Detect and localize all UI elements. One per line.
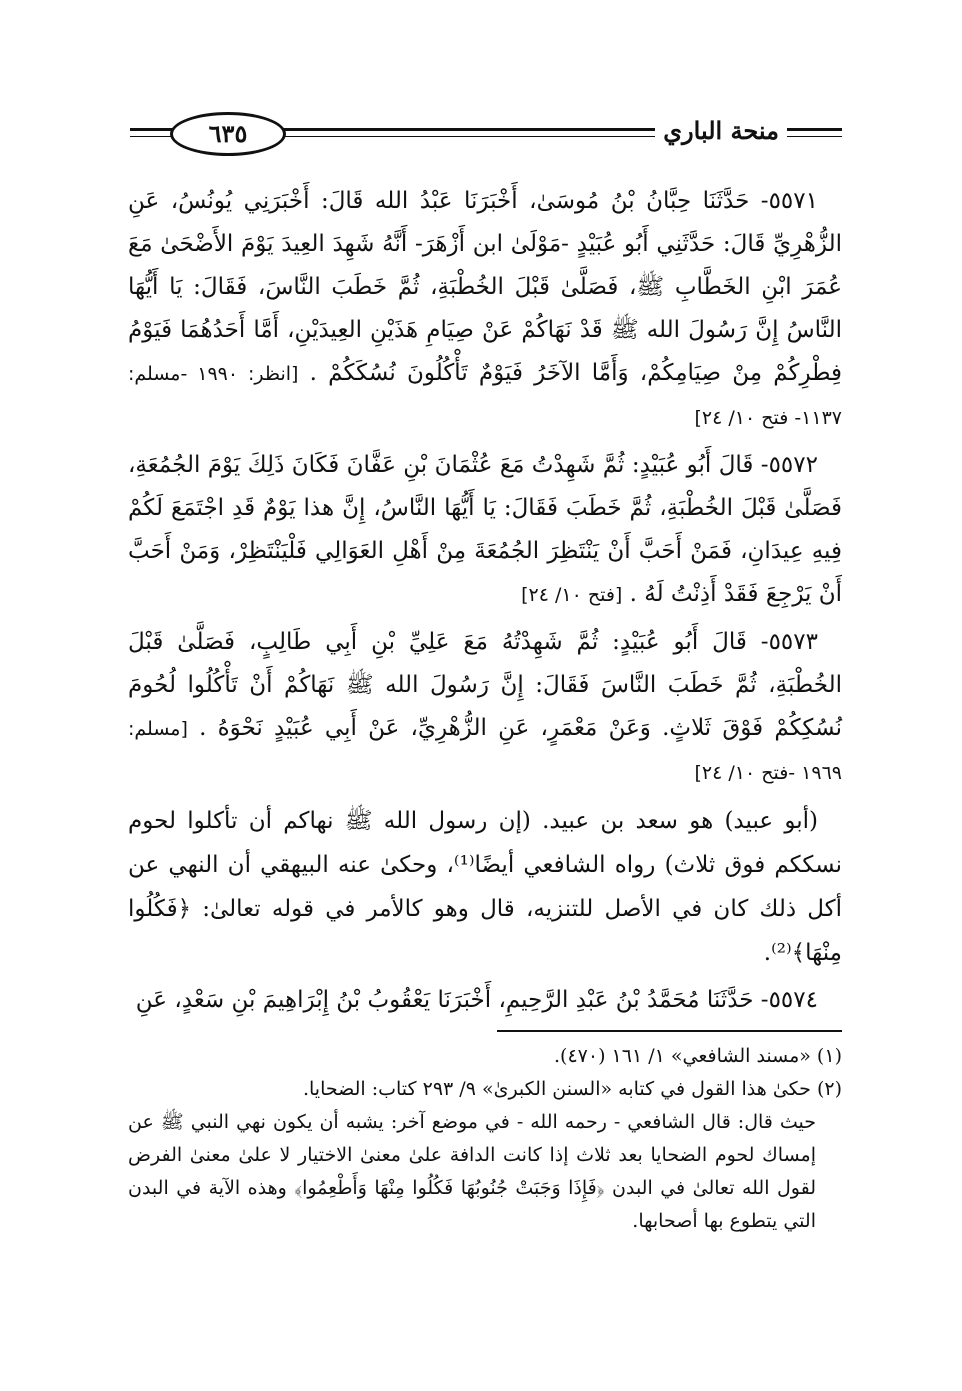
footnotes [128,1040,842,1238]
footnote-1: (١) «مسند الشافعي» ١/ ١٦١ (٤٧٠). [554,1045,842,1067]
page-header [130,108,842,156]
main-text [128,180,842,1026]
hadith-5572 [128,444,842,617]
footnote-separator [497,1030,842,1032]
commentary: (أبو عبيد) هو سعد بن عبيد. (إن رسول الله ﷺ نهاكم أن تأكلوا لحوم نسككم فوق ثلاث) رواه الشافعي أيضًا⁽¹⁾، وحكىٰ عنه البيهقي أن النهي عن أكل ذلك كان في الأصل للتنزيه، قال وهو كالأمر في قوله تعالىٰ: ﴿فَكُلُوا مِنْهَا﴾⁽²⁾. [128,808,843,966]
book-title: منحة الباري [655,112,787,150]
hadith-5574: ٥٥٧٤- حَدَّثَنَا مُحَمَّدُ بْنُ عَبْدِ الرَّحِيمِ، أَخْبَرَنَا يَعْقُوبُ بْنُ إِبْرَاهِيمَ بْنِ سَعْدٍ، عَنِ [135,987,818,1013]
hadith-5573 [128,621,842,795]
footnote-2: (٢) حكىٰ هذا القول في كتابه «السنن الكبرىٰ» ٩/ ٢٩٣ كتاب: الضحايا. [302,1078,842,1100]
hadith-reference: [انظر: ١٩٩٠ -مسلم: ١١٣٧- فتح ١٠/ ٢٤] [128,363,842,429]
hadith-reference: [مسلم: ١٩٦٩ -فتح ١٠/ ٢٤] [128,718,842,784]
hadith-text: ٥٥٧٢- قَالَ أَبُو عُبَيْدٍ: ثُمَّ شَهِدْتُ مَعَ عُثْمَانَ بْنِ عَفَّانَ فَكَانَ ذَلِكَ يَوْمَ الجُمُعَةِ، فَصَلَّىٰ قَبْلَ الخُطْبَةِ، ثُمَّ خَطَبَ فَقَالَ: يَا أَيُّهَا النَّاسُ، إِنَّ هذا يَوْمٌ قَدِ اجْتَمَعَ لَكُمْ فِيهِ عِيدَانِ، فَمَنْ أَحَبَّ أَنْ يَنْتَظِرَ الجُمُعَةَ مِنْ أَهْلِ العَوَالِي فَلْيَنْتَظِرْ، وَمَنْ أَحَبَّ أَنْ يَرْجِعَ فَقَدْ أَذِنْتُ لَهُ . [128,452,842,607]
hadith-reference: [فتح ١٠/ ٢٤] [521,584,623,606]
hadith-text: ٥٥٧٣- قَالَ أَبُو عُبَيْدٍ: ثُمَّ شَهِدْتُهُ مَعَ عَلِيِّ بْنِ أَبِي طَالِبٍ، فَصَلَّىٰ قَبْلَ الخُطْبَةِ، ثُمَّ خَطَبَ النَّاسَ فَقَالَ: إِنَّ رَسُولَ الله ﷺ نَهَاكُمْ أَنْ تَأْكُلُوا لُحُومَ نُسُكِكُمْ فَوْقَ ثَلاثٍ. وَعَنْ مَعْمَرٍ، عَنِ الزُّهْرِيِّ، عَنْ أَبِي عُبَيْدٍ نَحْوَهُ . [128,629,842,741]
footnote-2-continued: حيث قال: قال الشافعي - رحمه الله - في موضع آخر: يشبه أن يكون نهي النبي ﷺ عن إمساك لحوم الضحايا بعد ثلاث إذا كانت الدافة علىٰ معنىٰ الاختيار لا علىٰ معنىٰ الفرض لقول الله تعالىٰ في البدن ﴿فَإِذَا وَجَبَتْ جُنُوبُهَا فَكُلُوا مِنْهَا وَأَطْعِمُوا﴾ وهذه الآية في البدن التي يتطوع بها أصحابها. [128,1111,816,1232]
hadith-text: ٥٥٧١- حَدَّثَنَا حِبَّانُ بْنُ مُوسَىٰ، أَخْبَرَنَا عَبْدُ الله قَالَ: أَخْبَرَنِي يُونُسُ، عَنِ الزُّهْرِيِّ قَالَ: حَدَّثَنِي أَبُو عُبَيْدٍ -مَوْلَىٰ ابن أَزْهَرَ- أَنَّهُ شَهِدَ العِيدَ يَوْمَ الأَضْحَىٰ مَعَ عُمَرَ ابْنِ الخَطَّابِ ﷺ، فَصَلَّىٰ قَبْلَ الخُطْبَةِ، ثُمَّ خَطَبَ النَّاسَ، فَقَالَ: يَا أَيُّهَا النَّاسُ إِنَّ رَسُولَ الله ﷺ قَدْ نَهَاكُمْ عَنْ صِيَامِ هَذَيْنِ العِيدَيْنِ، أَمَّا أَحَدُهُمَا فَيَوْمُ فِطْرِكُمْ مِنْ صِيَامِكُمْ، وَأَمَّا الآخَرُ فَيَوْمٌ تَأْكُلُونَ نُسُكَكُمْ . [128,188,843,386]
page-number: ٦٣٥ [170,112,286,156]
hadith-5571 [128,180,842,440]
